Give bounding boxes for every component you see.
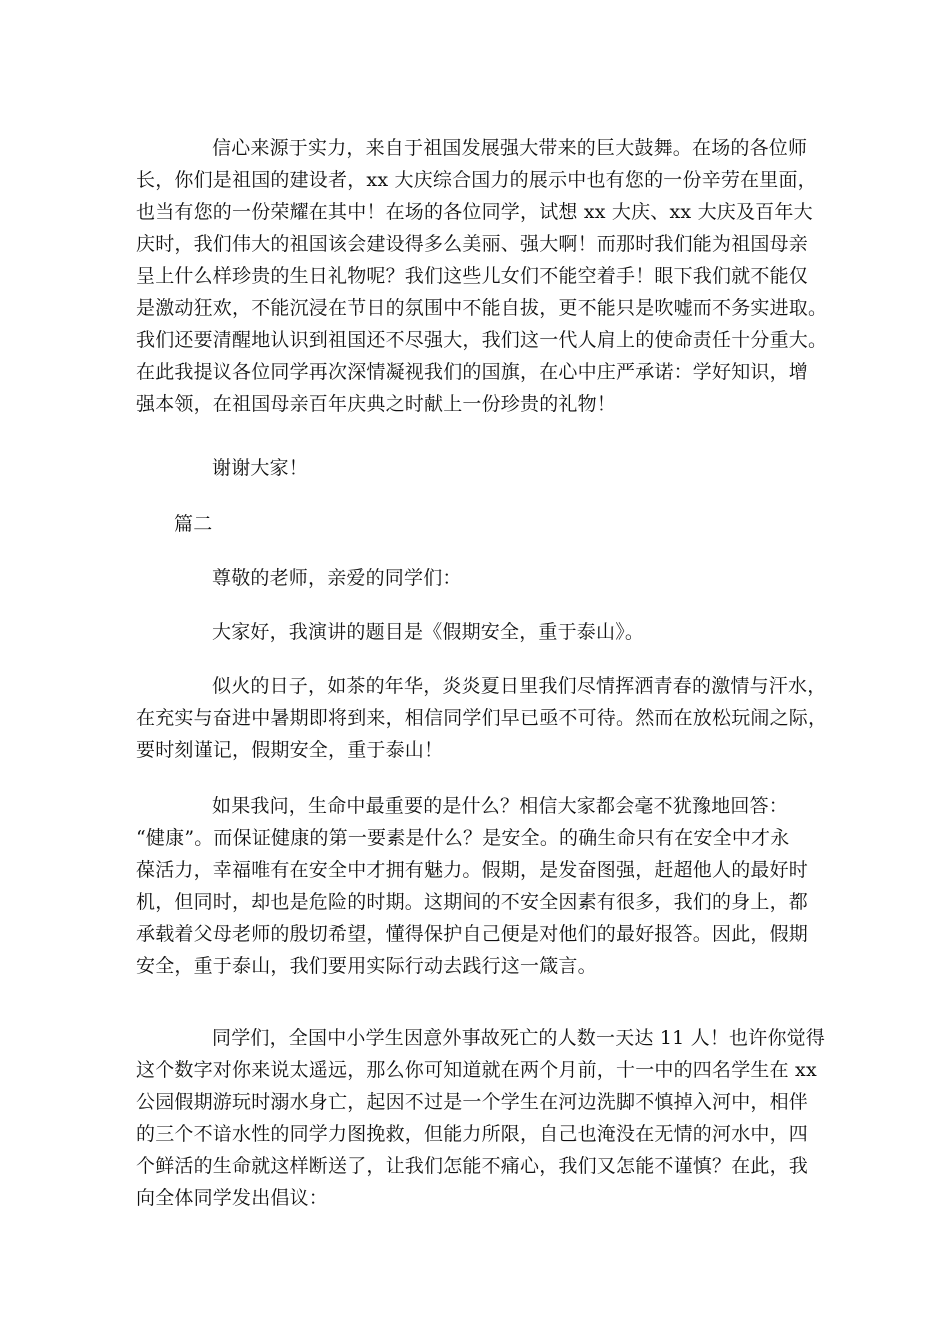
text-line: 篇二 xyxy=(174,513,213,535)
paragraph-title-intro xyxy=(136,616,826,648)
section-heading xyxy=(136,508,826,540)
text-line: 同学们，全国中小学生因意外事故死亡的人数一天达 11 人！也许你觉得 xyxy=(212,1027,826,1049)
text-line: 谢谢大家！ xyxy=(212,457,309,479)
text-line: 如果我问，生命中最重要的是什么？相信大家都会毫不犹豫地回答： xyxy=(212,795,789,817)
text-line: “健康”。而保证健康的第一要素是什么？是安全。的确生命只有在安全中才永 xyxy=(136,827,790,849)
text-line: 葆活力，幸福唯有在安全中才拥有魅力。假期，是发奋图强，赶超他人的最好时 xyxy=(136,859,809,881)
text-line: 似火的日子，如茶的年华，炎炎夏日里我们尽情挥洒青春的激情与汗水， xyxy=(212,675,827,697)
text-line: 向全体同学发出倡议： xyxy=(136,1187,329,1209)
text-line: 尊敬的老师，亲爱的同学们： xyxy=(212,567,462,589)
paragraph-salutation xyxy=(136,562,826,594)
text-line: 呈上什么样珍贵的生日礼物呢？我们这些儿女们不能空着手！眼下我们就不能仅 xyxy=(136,265,809,287)
text-line: 的三个不谙水性的同学力图挽救，但能力所限，自己也淹没在无情的河水中，四 xyxy=(136,1123,809,1145)
text-line: 公园假期游玩时溺水身亡，起因不过是一个学生在河边洗脚不慎掉入河中，相伴 xyxy=(136,1091,809,1113)
paragraph-confidence xyxy=(136,132,826,420)
text-line: 要时刻谨记，假期安全，重于泰山！ xyxy=(136,739,444,761)
text-line: 长，你们是祖国的建设者，xx 大庆综合国力的展示中也有您的一份辛劳在里面， xyxy=(136,169,817,191)
text-line: 强本领，在祖国母亲百年庆典之时献上一份珍贵的礼物！ xyxy=(136,393,617,415)
text-line: 也当有您的一份荣耀在其中！在场的各位同学，试想 xx 大庆、xx 大庆及百年大 xyxy=(136,201,813,223)
text-line: 个鲜活的生命就这样断送了，让我们怎能不痛心，我们又怎能不谨慎？在此，我 xyxy=(136,1155,809,1177)
text-line: 信心来源于实力，来自于祖国发展强大带来的巨大鼓舞。在场的各位师 xyxy=(212,137,808,159)
paragraph-summer xyxy=(136,670,826,766)
text-line: 这个数字对你来说太遥远，那么你可知道就在两个月前，十一中的四名学生在 xx xyxy=(136,1059,817,1081)
paragraph-health-safety xyxy=(136,790,826,982)
text-line: 在此我提议各位同学再次深情凝视我们的国旗，在心中庄严承诺：学好知识，增 xyxy=(136,361,809,383)
text-line: 我们还要清醒地认识到祖国还不尽强大，我们这一代人肩上的使命责任十分重大。 xyxy=(136,329,828,351)
text-line: 承载着父母老师的殷切希望，懂得保护自己便是对他们的最好报答。因此，假期 xyxy=(136,923,809,945)
text-line: 庆时，我们伟大的祖国该会建设得多么美丽、强大啊！而那时我们能为祖国母亲 xyxy=(136,233,809,255)
paragraph-thanks xyxy=(136,452,826,484)
text-line: 安全，重于泰山，我们要用实际行动去践行这一箴言。 xyxy=(136,955,597,977)
text-line: 在充实与奋进中暑期即将到来，相信同学们早已亟不可待。然而在放松玩闹之际， xyxy=(136,707,828,729)
paragraph-accident-warning xyxy=(136,1022,826,1214)
text-line: 大家好，我演讲的题目是《假期安全，重于泰山》。 xyxy=(212,621,645,643)
text-line: 机，但同时，却也是危险的时期。这期间的不安全因素有很多，我们的身上，都 xyxy=(136,891,809,913)
text-line: 是激动狂欢，不能沉浸在节日的氛围中不能自拔，更不能只是吹嘘而不务实进取。 xyxy=(136,297,828,319)
